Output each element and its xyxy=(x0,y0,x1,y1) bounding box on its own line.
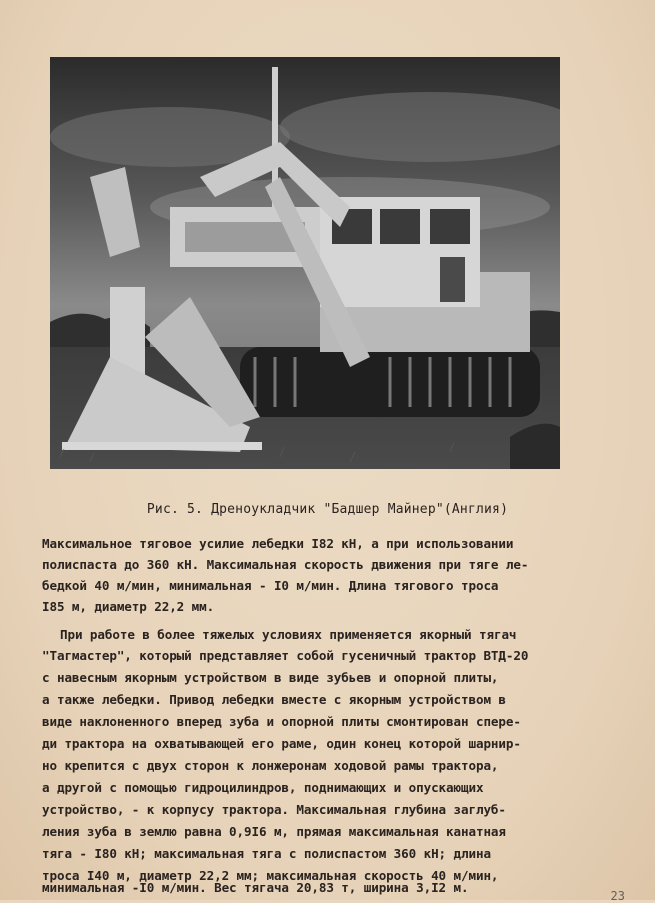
text-line: полиспаста до 360 кН. Максимальная скорость движения при тяге ле- xyxy=(42,557,529,572)
text-line: а другой с помощью гидроцилиндров, поднимающих и опускающих xyxy=(42,780,484,795)
text-line: троса I40 м, диаметр 22,2 мм; максимальная скорость 40 м/мин, xyxy=(42,868,499,883)
text-line: I85 м, диаметр 22,2 мм. xyxy=(42,599,215,614)
text-line: минимальная -I0 м/мин. Вес тягача 20,83 т, ширина 3,I2 м. xyxy=(42,880,469,895)
text-line: При работе в более тяжелых условиях применяется якорный тягач xyxy=(60,627,517,642)
text-line: а также лебедки. Привод лебедки вместе с якорным устройством в xyxy=(42,692,506,707)
text-line: "Тагмастер", который представляет собой гусеничный трактор ВТД-20 xyxy=(42,648,529,663)
figure-photo xyxy=(50,57,560,469)
text-line: тяга - I80 кН; максимальная тяга с полиспастом 360 кН; длина xyxy=(42,846,491,861)
text-line: устройство, - к корпусу трактора. Максимальная глубина заглуб- xyxy=(42,802,506,817)
page-number: 23 xyxy=(610,889,625,903)
drain-layer-machine-photo xyxy=(50,57,560,469)
text-line: бедкой 40 м/мин, минимальная - I0 м/мин. Длина тягового троса xyxy=(42,578,499,593)
figure-caption: Рис. 5. Дреноукладчик "Бадшер Майнер"(Англия) xyxy=(146,502,509,517)
text-line: Максимальное тяговое усилие лебедки I82 кН, а при использовании xyxy=(42,536,514,551)
text-line: виде наклоненного вперед зуба и опорной плиты смонтирован спере- xyxy=(42,714,521,729)
text-line: но крепится с двух сторон к лонжеронам ходовой рамы трактора, xyxy=(42,758,499,773)
text-line: с навесным якорным устройством в виде зубьев и опорной плиты, xyxy=(42,670,499,685)
text-line: ления зуба в землю равна 0,9I6 м, прямая максимальная канатная xyxy=(42,824,506,839)
text-line: ди трактора на охватывающей его раме, один конец которой шарнир- xyxy=(42,736,521,751)
